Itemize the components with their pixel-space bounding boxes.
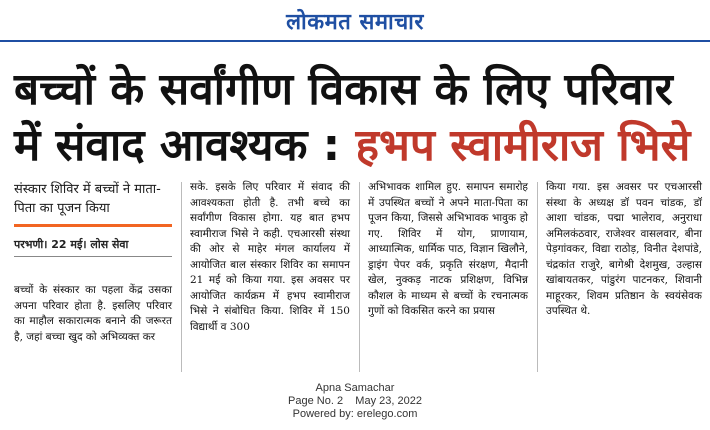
masthead-rule xyxy=(0,40,710,42)
column-divider xyxy=(359,182,360,372)
deck-subheading: संस्कार शिविर में बच्चों ने माता-पिता का पूजन किया xyxy=(14,182,161,216)
masthead xyxy=(0,0,710,44)
footer xyxy=(0,382,710,421)
article-column-1 xyxy=(14,283,172,345)
headline-attribution: हभप स्वामीराज भिसे xyxy=(355,120,691,171)
article-column-3 xyxy=(368,180,528,320)
article-column-2 xyxy=(190,180,350,335)
footer-page-date: Page No. 2 May 23, 2022 xyxy=(288,395,422,407)
headline-main: में संवाद आवश्यक : xyxy=(14,120,356,171)
column-4-text: किया गया. इस अवसर पर एचआरसी संस्था के अध्यक्ष डॉ पवन चांडक, डॉ आशा चांडक, पद्मा भालेराव, अनुराधा अमिलकंठवार, राजेश्वर वासलवार, बीना पेड़गांवकर, विद्या राठोड़, विनीत देशपांडे, चंद्रकांत राजुरे, बागेश्री देशमुख, उल्हास खांबायतकर, पांडुरंग पाटनकर, शिवानी माहूरकर, शिवम प्रतिष्ठान के स्वयंसेवक उपस्थित थे. xyxy=(546,181,702,317)
column-3-text: अभिभावक शामिल हुए. समापन समारोह में उपस्थित बच्चों ने अपने माता-पिता का पूजन किया, जिससे अभिभावक भावुक हो गए. शिविर में योग, प्राणायाम, आध्यात्मिक, धार्मिक पाठ, विज्ञान खिलौने, ड्राइंग पेपर वर्क, प्रकृति संरक्षण, मैदानी खेल, नुक्कड़ नाटक प्रशिक्षण, विभिन्न कौशल के माध्यम से बच्चों के रचनात्मक गुणों को विकसित करने का प्रयास xyxy=(368,181,528,317)
column-divider xyxy=(537,182,538,372)
headline-line-1: बच्चों के सर्वांगीण विकास के लिए परिवार xyxy=(14,64,673,115)
footer-powered-by: Powered by: erelego.com xyxy=(292,408,418,420)
dateline: परभणी। 22 मई। लोस सेवा xyxy=(14,238,129,251)
article-column-4 xyxy=(546,180,702,320)
column-divider xyxy=(181,182,182,372)
dateline-rule xyxy=(14,256,172,257)
deck-rule xyxy=(14,224,172,227)
footer-publication: Apna Samachar xyxy=(315,382,395,394)
masthead-logo: लोकमत समाचार xyxy=(286,10,424,35)
headline-line-2 xyxy=(14,118,704,174)
headline xyxy=(14,62,704,174)
column-2-text: सके. इसके लिए परिवार में संवाद की आवश्यकता होती है. तभी बच्चे का सर्वांगीण विकास होगा. यह बात हभप स्वामीराज भिसे ने कही. एचआरसी संस्था की ओर से माहेर मंगल कार्यालय में आयोजित बाल संस्कार शिविर का समापन 21 मई को किया गया. इस अवसर पर आयोजित कार्यक्रम में हभप स्वामीराज भिसे ने संबोधित किया. शिविर में 150 विद्यार्थी व 300 xyxy=(190,181,350,333)
column-1-text: बच्चों के संस्कार का पहला केंद्र उसका अपना परिवार होता है. इसलिए परिवार का माहौल सकारात्मक बनाने की जरूरत है, जहां बच्चा खुद को अभिव्यक्त कर xyxy=(14,284,172,343)
